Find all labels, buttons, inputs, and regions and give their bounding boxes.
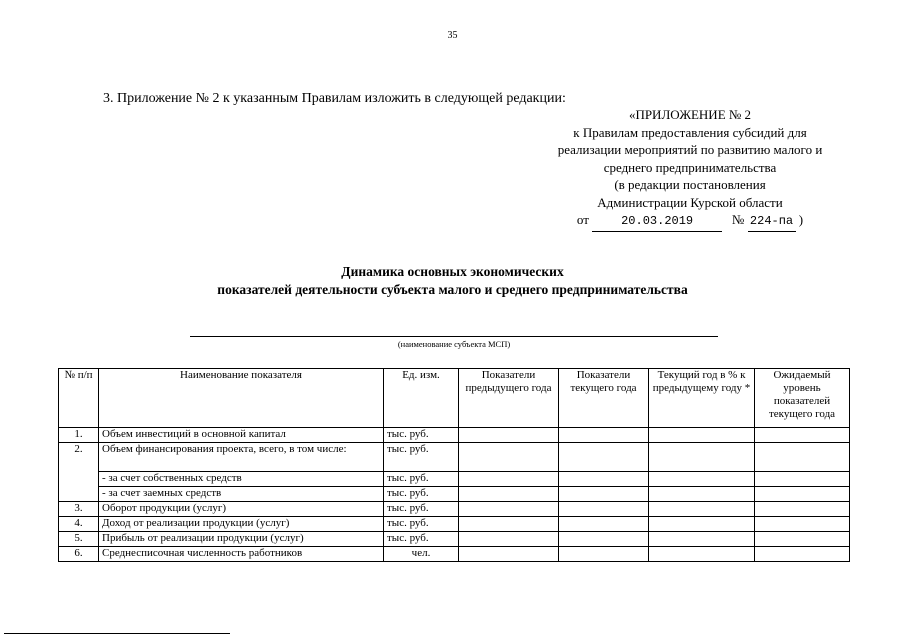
header-previous-year: Показатели предыдущего года bbox=[459, 369, 559, 428]
value-cell bbox=[559, 502, 649, 517]
date-prefix: от bbox=[576, 212, 589, 227]
value-cell bbox=[649, 517, 755, 532]
header-current-year: Показатели текущего года bbox=[559, 369, 649, 428]
value-cell bbox=[649, 472, 755, 487]
value-cell bbox=[559, 472, 649, 487]
row-unit: тыс. руб. bbox=[384, 443, 459, 472]
row-indicator: Объем инвестиций в основной капитал bbox=[99, 428, 384, 443]
appendix-line-5: Администрации Курской области bbox=[597, 194, 783, 210]
row-unit: тыс. руб. bbox=[384, 502, 459, 517]
value-cell bbox=[459, 428, 559, 443]
row-number: 6. bbox=[59, 547, 99, 562]
header-indicator-name: Наименование показателя bbox=[99, 369, 384, 428]
table-row bbox=[59, 532, 850, 547]
row-indicator: - за счет заемных средств bbox=[99, 487, 384, 502]
value-cell bbox=[459, 517, 559, 532]
row-indicator: Доход от реализации продукции (услуг) bbox=[99, 517, 384, 532]
decree-number: 224-па bbox=[748, 213, 796, 232]
appendix-line-2: реализации мероприятий по развитию малого и bbox=[557, 142, 823, 157]
row-indicator: Объем финансирования проекта, всего, в том числе: bbox=[99, 443, 384, 472]
close-paren: ) bbox=[798, 212, 804, 227]
value-cell bbox=[755, 547, 850, 562]
table-row bbox=[59, 547, 850, 562]
row-indicator: Среднесписочная численность работников bbox=[99, 547, 384, 562]
value-cell bbox=[459, 487, 559, 502]
decree-date: 20.03.2019 bbox=[592, 213, 722, 232]
page-number: 35 bbox=[447, 30, 458, 41]
value-cell bbox=[459, 547, 559, 562]
row-number: 3. bbox=[59, 502, 99, 517]
table-row bbox=[59, 487, 850, 502]
appendix-date-line bbox=[530, 211, 850, 232]
value-cell bbox=[559, 443, 649, 472]
value-cell bbox=[755, 487, 850, 502]
value-cell bbox=[649, 532, 755, 547]
header-unit: Ед. изм. bbox=[384, 369, 459, 428]
value-cell bbox=[459, 443, 559, 472]
value-cell bbox=[755, 428, 850, 443]
value-cell bbox=[559, 547, 649, 562]
value-cell bbox=[559, 532, 649, 547]
table-header-row bbox=[59, 369, 850, 428]
value-cell bbox=[649, 547, 755, 562]
appendix-line-1: к Правилам предоставления субсидий для bbox=[573, 124, 807, 140]
row-unit: тыс. руб. bbox=[384, 428, 459, 443]
number-prefix: № bbox=[731, 212, 745, 227]
row-indicator: - за счет собственных средств bbox=[99, 472, 384, 487]
value-cell bbox=[559, 428, 649, 443]
row-number: 4. bbox=[59, 517, 99, 532]
row-unit: тыс. руб. bbox=[384, 472, 459, 487]
table-row bbox=[59, 443, 850, 472]
subject-name-caption: (наименование субъекта МСП) bbox=[397, 339, 511, 349]
table-row bbox=[59, 428, 850, 443]
table-row bbox=[59, 517, 850, 532]
subject-name-line bbox=[190, 336, 718, 337]
row-indicator: Прибыль от реализации продукции (услуг) bbox=[99, 532, 384, 547]
appendix-title: «ПРИЛОЖЕНИЕ № 2 bbox=[628, 107, 752, 122]
row-unit: тыс. руб. bbox=[384, 532, 459, 547]
row-unit: чел. bbox=[384, 547, 459, 562]
header-number: № п/п bbox=[59, 369, 99, 428]
table-row bbox=[59, 502, 850, 517]
footnote-separator bbox=[4, 633, 230, 634]
value-cell bbox=[755, 532, 850, 547]
appendix-header bbox=[530, 106, 850, 232]
value-cell bbox=[649, 502, 755, 517]
document-title bbox=[0, 263, 905, 299]
row-number: 1. bbox=[59, 428, 99, 443]
value-cell bbox=[459, 502, 559, 517]
document-title-line-2: показателей деятельности субъекта малого и среднего предпринимательства bbox=[217, 282, 688, 297]
value-cell bbox=[755, 443, 850, 472]
row-number: 2. bbox=[59, 443, 99, 502]
indicators-table bbox=[58, 368, 850, 562]
row-unit: тыс. руб. bbox=[384, 487, 459, 502]
row-unit: тыс. руб. bbox=[384, 517, 459, 532]
value-cell bbox=[649, 487, 755, 502]
value-cell bbox=[649, 443, 755, 472]
value-cell bbox=[755, 517, 850, 532]
appendix-line-4: (в редакции постановления bbox=[614, 177, 766, 192]
value-cell bbox=[559, 487, 649, 502]
header-percent-change: Текущий год в % к предыдущему году * bbox=[649, 369, 755, 428]
appendix-line-3: среднего предпринимательства bbox=[603, 159, 777, 175]
value-cell bbox=[459, 472, 559, 487]
value-cell bbox=[649, 428, 755, 443]
header-expected-level: Ожидаемый уровень показателей текущего года bbox=[755, 369, 850, 428]
row-indicator: Оборот продукции (услуг) bbox=[99, 502, 384, 517]
value-cell bbox=[559, 517, 649, 532]
row-number: 5. bbox=[59, 532, 99, 547]
document-title-line-1: Динамика основных экономических bbox=[341, 264, 564, 279]
value-cell bbox=[755, 472, 850, 487]
table-row bbox=[59, 472, 850, 487]
value-cell bbox=[755, 502, 850, 517]
value-cell bbox=[459, 532, 559, 547]
intro-paragraph: 3. Приложение № 2 к указанным Правилам изложить в следующей редакции: bbox=[103, 91, 566, 106]
